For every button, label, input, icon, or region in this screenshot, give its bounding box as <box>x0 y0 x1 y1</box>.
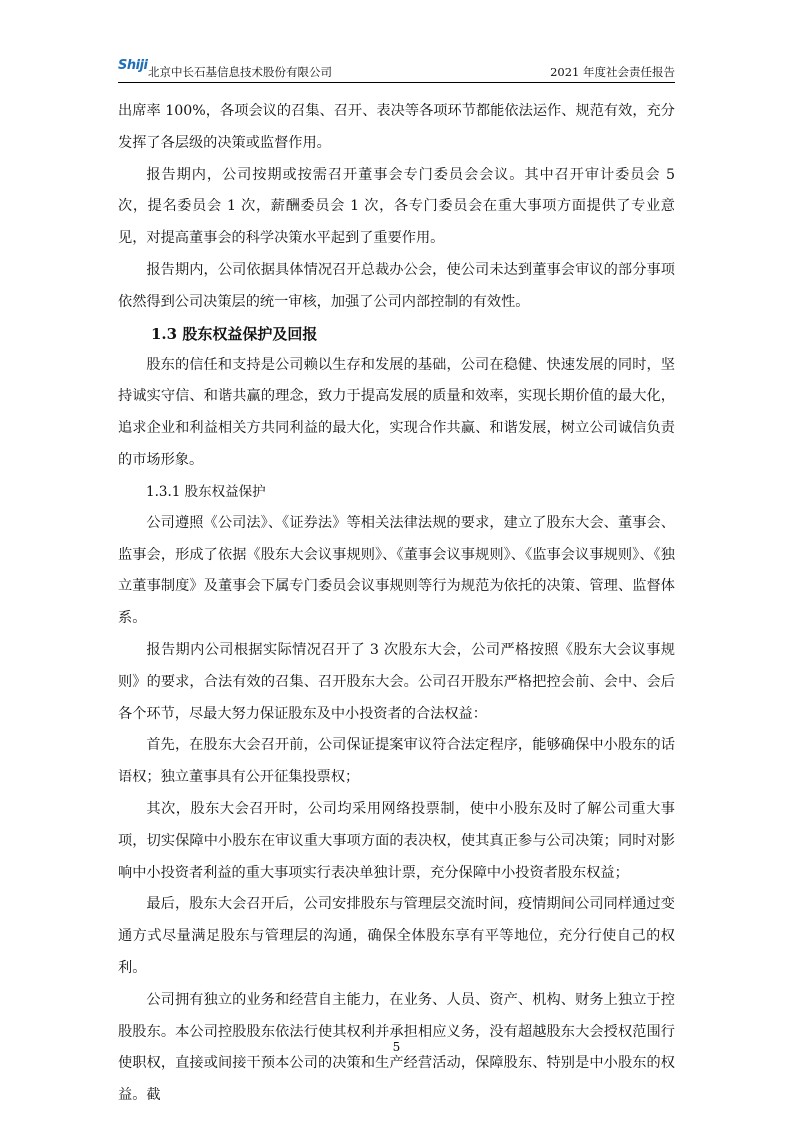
report-title: 2021 年度社会责任报告 <box>550 65 675 79</box>
section-heading: 1.3 股东权益保护及回报 <box>151 324 318 343</box>
company-name: 北京中长石基信息技术股份有限公司 <box>148 65 332 79</box>
paragraph: 最后，股东大会召开后，公司安排股东与管理层交流时间，疫情期间公司同样通过变通方式尽量满足股东与管理层的沟通，确保全体股东享有平等地位，充分行使自己的权利。 <box>118 896 675 976</box>
page-number: 5 <box>392 1040 401 1054</box>
subsection-heading: 1.3.1 股东权益保护 <box>146 483 266 500</box>
paragraph: 报告期内公司根据实际情况召开了 3 次股东大会，公司严格按照《股东大会议事规则》的要求，合法有效的召集、召开股东大会。公司召开股东严格把控会前、会中、会后各个环节，尽最大努力保证股东及中小投资者的合法权益： <box>118 641 675 722</box>
shiji-logo: Shiji <box>118 58 148 73</box>
paragraph: 报告期内，公司按期或按需召开董事会专门委员会会议。其中召开审计委员会 5 次，提名委员会 1 次，薪酬委员会 1 次，各专门委员会在重大事项方面提供了专业意见，对提高董事会的科学决策水平起到了重要作用。 <box>118 166 675 247</box>
page-header <box>118 58 675 83</box>
paragraph: 其次，股东大会召开时，公司均采用网络投票制，使中小股东及时了解公司重大事项，切实保障中小股东在审议重大事项方面的表决权，使其真正参与公司决策；同时对影响中小投资者利益的重大事项实行表决单独计票，充分保障中小投资者股东权益； <box>118 800 675 881</box>
paragraph-continued: 出席率 100%，各项会议的召集、召开、表决等各项环节都能依法运作、规范有效，充分发挥了各层级的决策或监督作用。 <box>118 103 675 151</box>
paragraph: 公司遵照《公司法》、《证券法》等相关法律法规的要求，建立了股东大会、董事会、监事会，形成了依据《股东大会议事规则》、《董事会议事规则》、《监事会议事规则》、《独立董事制度》及董事会下属专门委员会议事规则等行为规范为依托的决策、管理、监督体系。 <box>118 514 675 627</box>
paragraph: 股东的信任和支持是公司赖以生存和发展的基础，公司在稳健、快速发展的同时，坚持诚实守信、和谐共赢的理念，致力于提高发展的质量和效率，实现长期价值的最大化，追求企业和利益相关方共同利益的最大化，实现合作共赢、和谐发展，树立公司诚信负责的市场形象。 <box>118 356 675 468</box>
paragraph: 公司拥有独立的业务和经营自主能力，在业务、人员、资产、机构、财务上独立于控股股东。本公司控股股东依法行使其权利并承担相应义务，没有超越股东大会授权范围行使职权，直接或间接干预本公司的决策和生产经营活动，保障股东、特别是中小股东的权益。截 <box>118 991 675 1104</box>
paragraph: 报告期内，公司依据具体情况召开总裁办公会，使公司未达到董事会审议的部分事项依然得到公司决策层的统一审核，加强了公司内部控制的有效性。 <box>118 261 675 310</box>
paragraph: 首先，在股东大会召开前，公司保证提案审议符合法定程序，能够确保中小股东的话语权；独立董事具有公开征集投票权； <box>118 737 675 786</box>
page-body <box>118 96 675 1112</box>
